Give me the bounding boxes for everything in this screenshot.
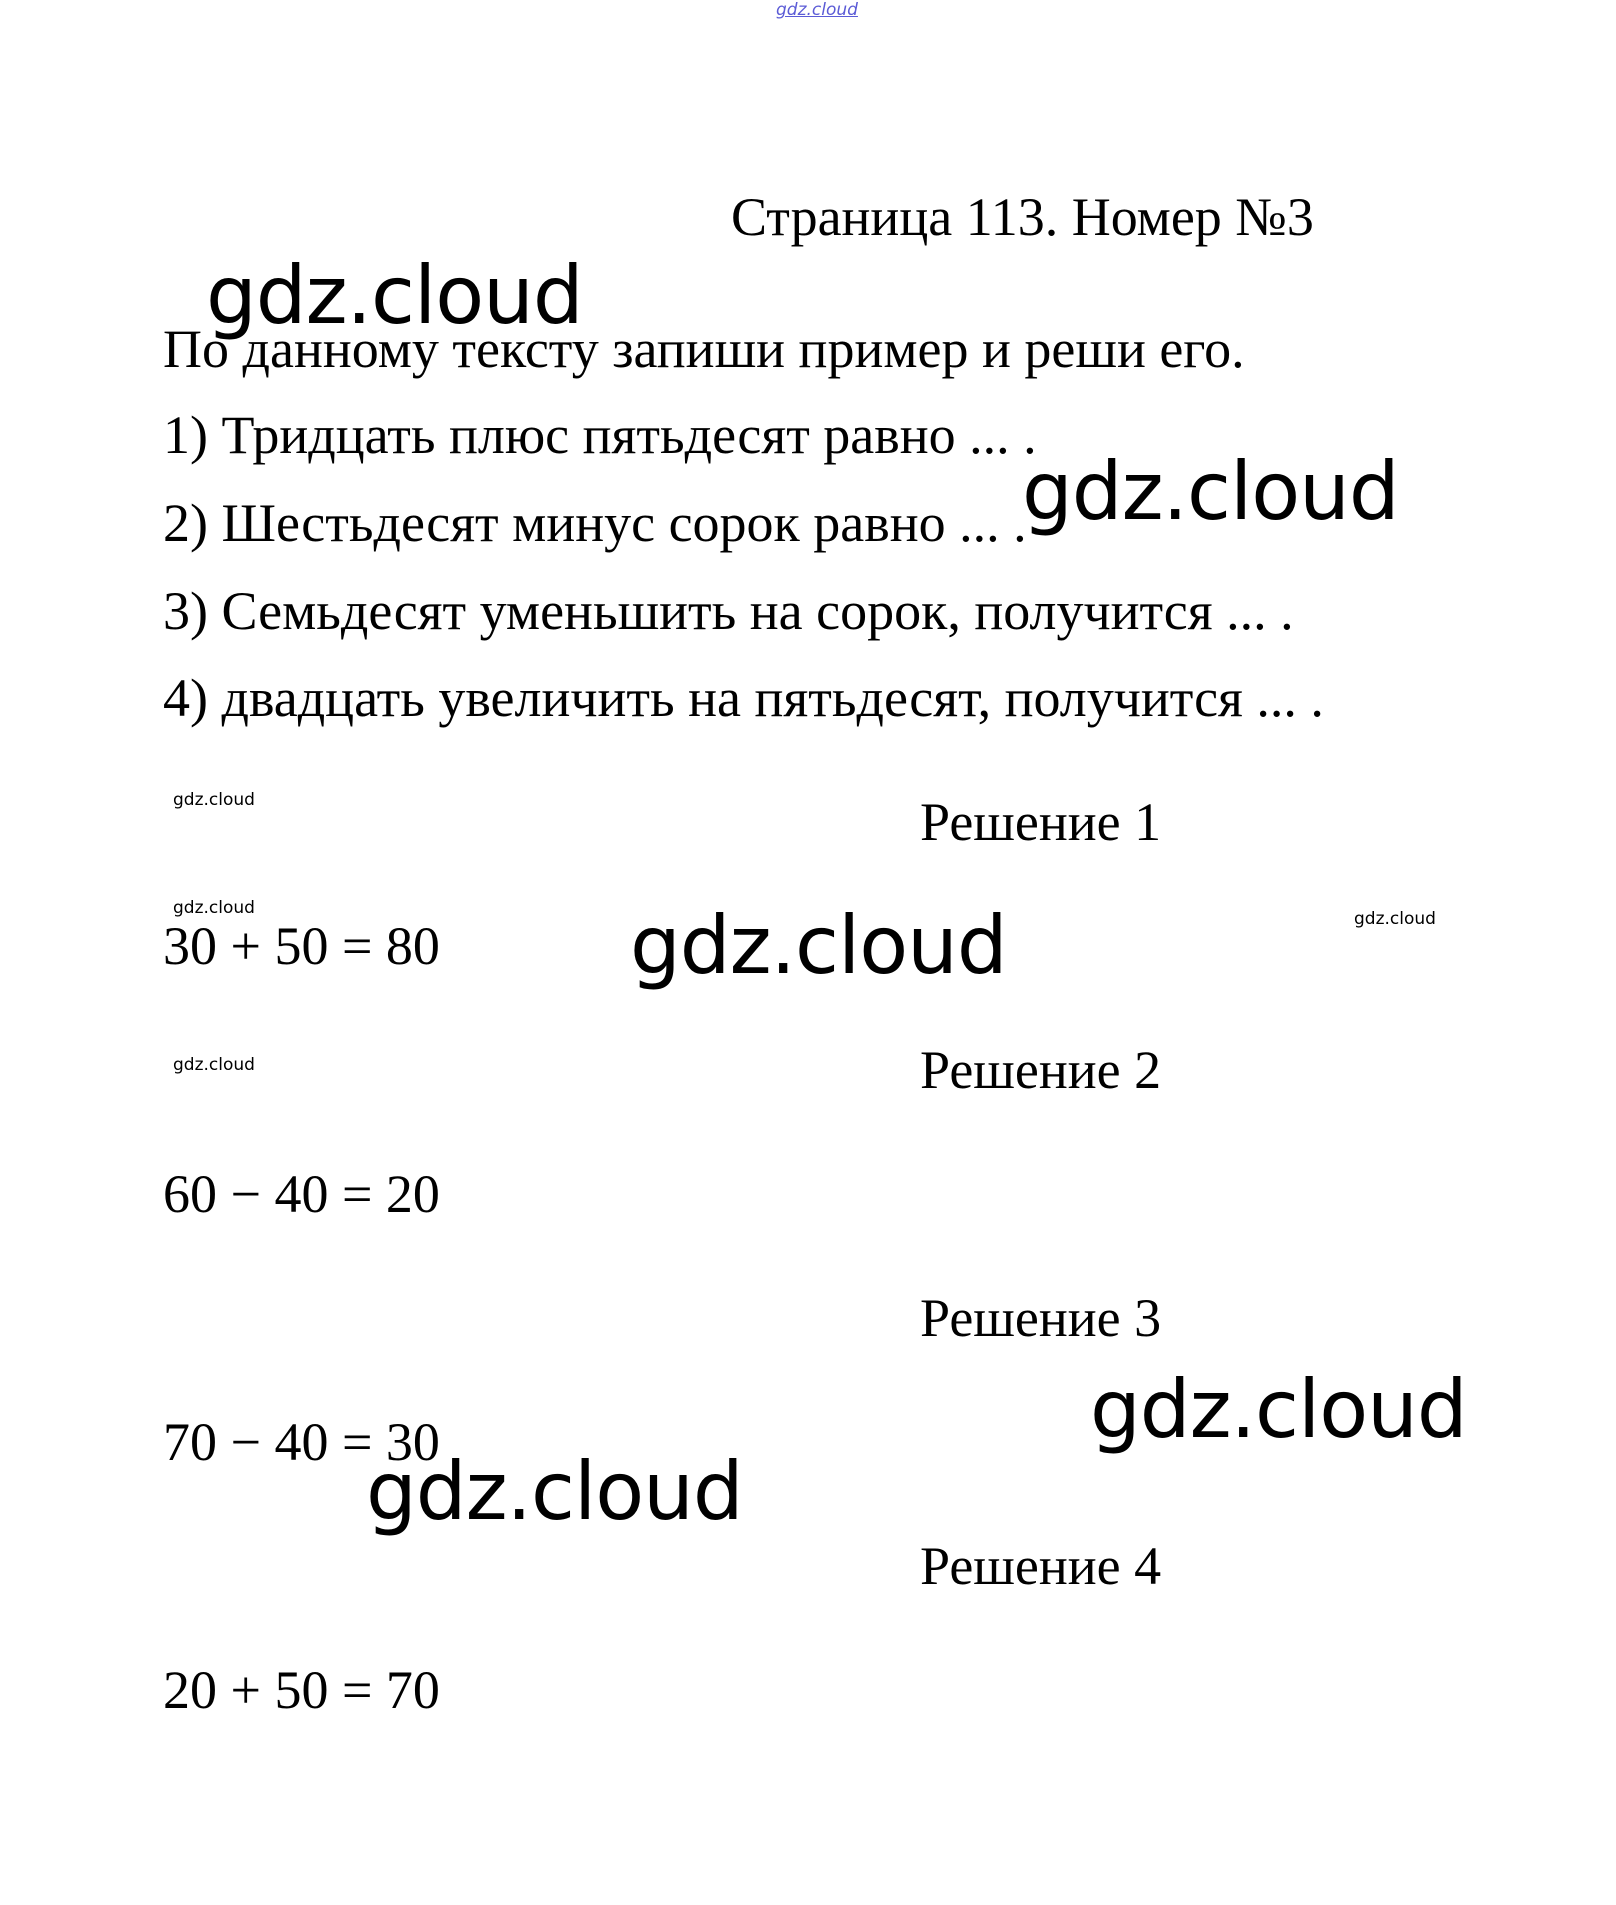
- watermark-large: gdz.cloud: [630, 899, 1007, 992]
- task-item-4: 4) двадцать увеличить на пятьдесят, получится ... .: [163, 668, 1324, 728]
- watermark-large: gdz.cloud: [366, 1445, 743, 1538]
- watermark-small: gdz.cloud: [173, 790, 255, 810]
- watermark-large: gdz.cloud: [1090, 1363, 1467, 1456]
- solution-4-equation: 20 + 50 = 70: [163, 1660, 440, 1720]
- watermark-small: gdz.cloud: [1354, 909, 1436, 929]
- task-item-1: 1) Тридцать плюс пятьдесят равно ... .: [163, 405, 1037, 465]
- watermark-top-link[interactable]: gdz.cloud: [776, 0, 858, 20]
- task-item-3: 3) Семьдесят уменьшить на сорок, получится ... .: [163, 581, 1294, 641]
- watermark-small: gdz.cloud: [173, 1055, 255, 1075]
- solution-3-equation: 70 − 40 = 30: [163, 1412, 440, 1472]
- page-title: Страница 113. Номер №3: [731, 187, 1314, 247]
- task-item-2: 2) Шестьдесят минус сорок равно ... .: [163, 493, 1027, 553]
- solution-2-title: Решение 2: [920, 1040, 1162, 1100]
- solution-3-title: Решение 3: [920, 1288, 1162, 1348]
- solution-1-equation: 30 + 50 = 80: [163, 916, 440, 976]
- watermark-small: gdz.cloud: [173, 898, 255, 918]
- solution-4-title: Решение 4: [920, 1536, 1162, 1596]
- task-intro: По данному тексту запиши пример и реши его.: [163, 319, 1245, 379]
- solution-1-title: Решение 1: [920, 792, 1162, 852]
- watermark-large: gdz.cloud: [1022, 445, 1399, 538]
- solution-2-equation: 60 − 40 = 20: [163, 1164, 440, 1224]
- watermark-large: gdz.cloud: [206, 249, 583, 342]
